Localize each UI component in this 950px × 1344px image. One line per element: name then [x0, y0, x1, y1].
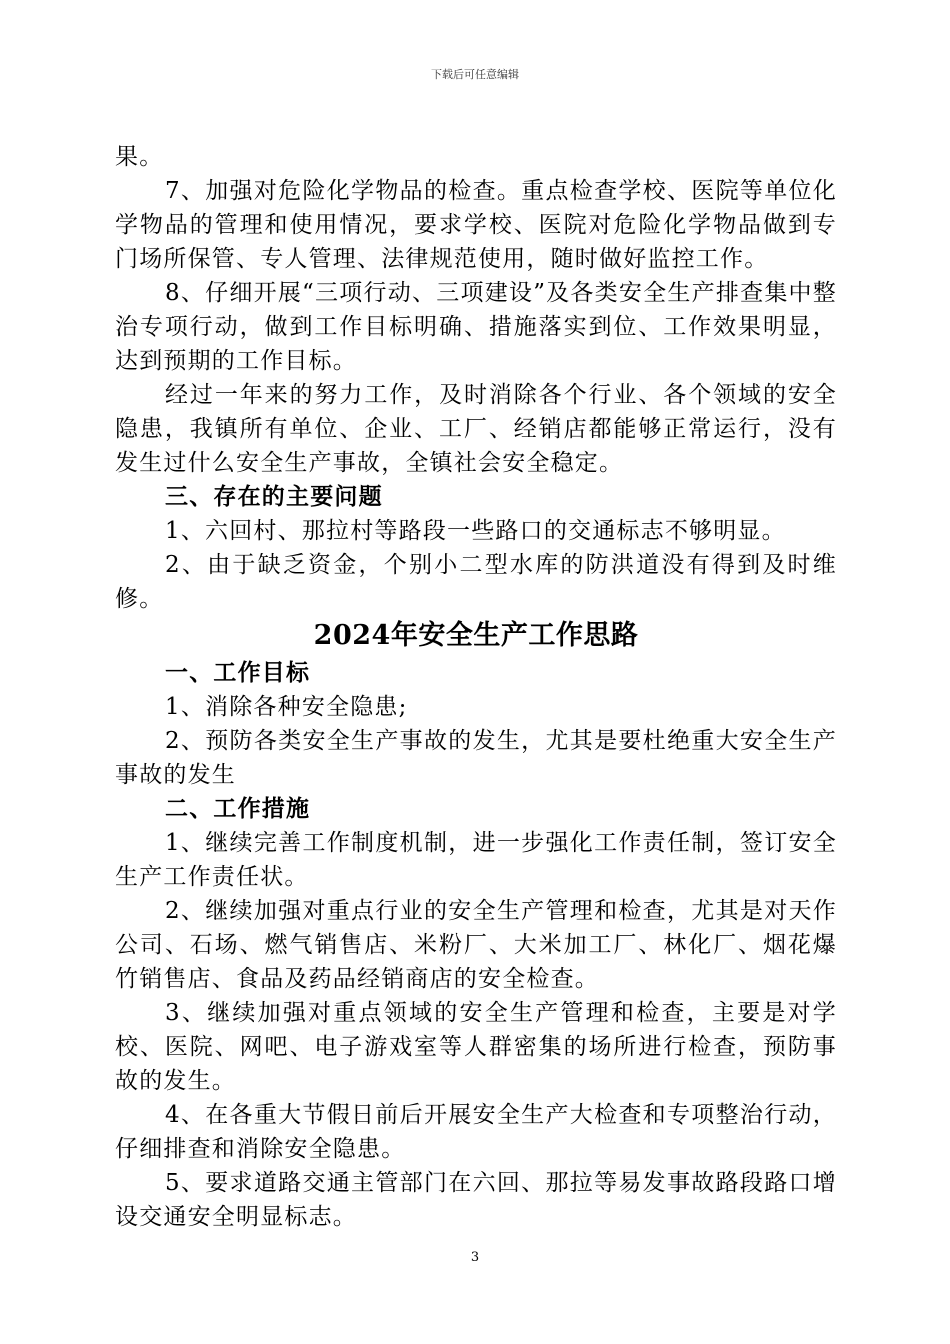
page-header: 下载后可任意编辑 [431, 68, 519, 81]
measure-item-5: 5、要求道路交通主管部门在六回、那拉等易发事故路段路口增设交通安全明显标志。 [115, 1170, 837, 1230]
measure-item-2: 2、继续加强对重点行业的安全生产管理和检查，尤其是对天作公司、石场、燃气销售店、米粉厂、大米加工厂、林化厂、烟花爆竹销售店、食品及药品经销商店的安全检查。 [115, 898, 837, 992]
document-body [115, 140, 837, 1234]
measure-item-3: 3、继续加强对重点领域的安全生产管理和检查，主要是对学校、医院、网吧、电子游戏室等人群密集的场所进行检查，预防事故的发生。 [115, 1000, 837, 1094]
paragraph-summary: 经过一年来的努力工作，及时消除各个行业、各个领域的安全隐患，我镇所有单位、企业、工厂、经销店都能够正常运行，没有发生过什么安全生产事故，全镇社会安全稳定。 [115, 382, 837, 476]
page-number: 3 [470, 1250, 480, 1265]
goal-item-1: 1、消除各种安全隐患; [165, 694, 408, 720]
paragraph-continuation: 果。 [115, 144, 164, 170]
paragraph-item-7: 7、加强对危险化学物品的检查。重点检查学校、医院等单位化学物品的管理和使用情况，要求学校、医院对危险化学物品做到专门场所保管、专人管理、法律规范使用，随时做好监控工作。 [115, 178, 837, 272]
measure-item-4: 4、在各重大节假日前后开展安全生产大检查和专项整治行动，仔细排查和消除安全隐患。 [115, 1102, 837, 1162]
goal-item-2: 2、预防各类安全生产事故的发生，尤其是要杜绝重大安全生产事故的发生 [115, 728, 837, 788]
section-heading-problems: 三、存在的主要问题 [165, 483, 383, 510]
measure-item-1: 1、继续完善工作制度机制，进一步强化工作责任制，签订安全生产工作责任状。 [115, 830, 837, 890]
problem-item-2: 2、由于缺乏资金，个别小二型水库的防洪道没有得到及时维修。 [115, 552, 837, 612]
section-heading-measures: 二、工作措施 [165, 795, 311, 822]
problem-item-1: 1、六回村、那拉村等路段一些路口的交通标志不够明显。 [165, 518, 786, 544]
document-title: 2024年安全生产工作思路 [313, 620, 639, 651]
section-heading-goals: 一、工作目标 [165, 659, 311, 686]
paragraph-item-8: 8、仔细开展“三项行动、三项建设”及各类安全生产排查集中整治专项行动，做到工作目标明确、措施落实到位、工作效果明显，达到预期的工作目标。 [115, 280, 837, 374]
